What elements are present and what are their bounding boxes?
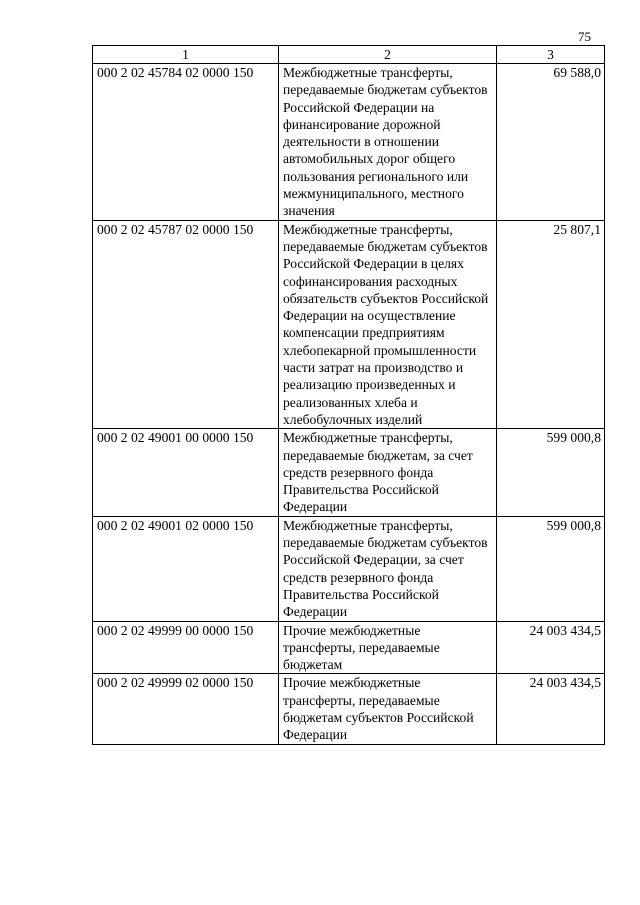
amount-cell: 24 003 434,5 xyxy=(497,674,605,744)
budget-code-cell: 000 2 02 49999 00 0000 150 xyxy=(93,621,279,674)
description-cell: Межбюджетные трансферты, передаваемые бюджетам субъектов Российской Федерации в целях софинансирования расходных обязательств субъектов Российской Федерации на осуществление компенсации предприятиям хлебопекарной промышленности части затрат на производство и реализацию произведенных и реализованных хлеба и хлебобулочных изделий xyxy=(279,220,497,429)
amount-cell: 599 000,8 xyxy=(497,429,605,516)
column-header-name: 2 xyxy=(279,46,497,64)
description-cell: Прочие межбюджетные трансферты, передаваемые бюджетам xyxy=(279,621,497,674)
budget-code-cell: 000 2 02 49999 02 0000 150 xyxy=(93,674,279,744)
table-row xyxy=(93,674,605,744)
budget-table xyxy=(92,45,605,745)
amount-cell: 25 807,1 xyxy=(497,220,605,429)
column-header-sum: 3 xyxy=(497,46,605,64)
table-row xyxy=(93,64,605,221)
budget-code-cell: 000 2 02 49001 02 0000 150 xyxy=(93,516,279,621)
description-cell: Межбюджетные трансферты, передаваемые бюджетам субъектов Российской Федерации на финансирование дорожной деятельности в отношении автомобильных дорог общего пользования регионального или межмуниципального, местного значения xyxy=(279,64,497,221)
table-row xyxy=(93,516,605,621)
description-cell: Межбюджетные трансферты, передаваемые бюджетам, за счет средств резервного фонда Правительства Российской Федерации xyxy=(279,429,497,516)
amount-cell: 69 588,0 xyxy=(497,64,605,221)
column-header-code: 1 xyxy=(93,46,279,64)
page-number: 75 xyxy=(578,29,591,44)
amount-cell: 24 003 434,5 xyxy=(497,621,605,674)
table-row xyxy=(93,220,605,429)
amount-cell: 599 000,8 xyxy=(497,516,605,621)
budget-code-cell: 000 2 02 45787 02 0000 150 xyxy=(93,220,279,429)
description-cell: Межбюджетные трансферты, передаваемые бюджетам субъектов Российской Федерации, за счет средств резервного фонда Правительства Российской Федерации xyxy=(279,516,497,621)
budget-code-cell: 000 2 02 49001 00 0000 150 xyxy=(93,429,279,516)
table-header-row xyxy=(93,46,605,64)
table-row xyxy=(93,621,605,674)
table-row xyxy=(93,429,605,516)
description-cell: Прочие межбюджетные трансферты, передаваемые бюджетам субъектов Российской Федерации xyxy=(279,674,497,744)
budget-code-cell: 000 2 02 45784 02 0000 150 xyxy=(93,64,279,221)
